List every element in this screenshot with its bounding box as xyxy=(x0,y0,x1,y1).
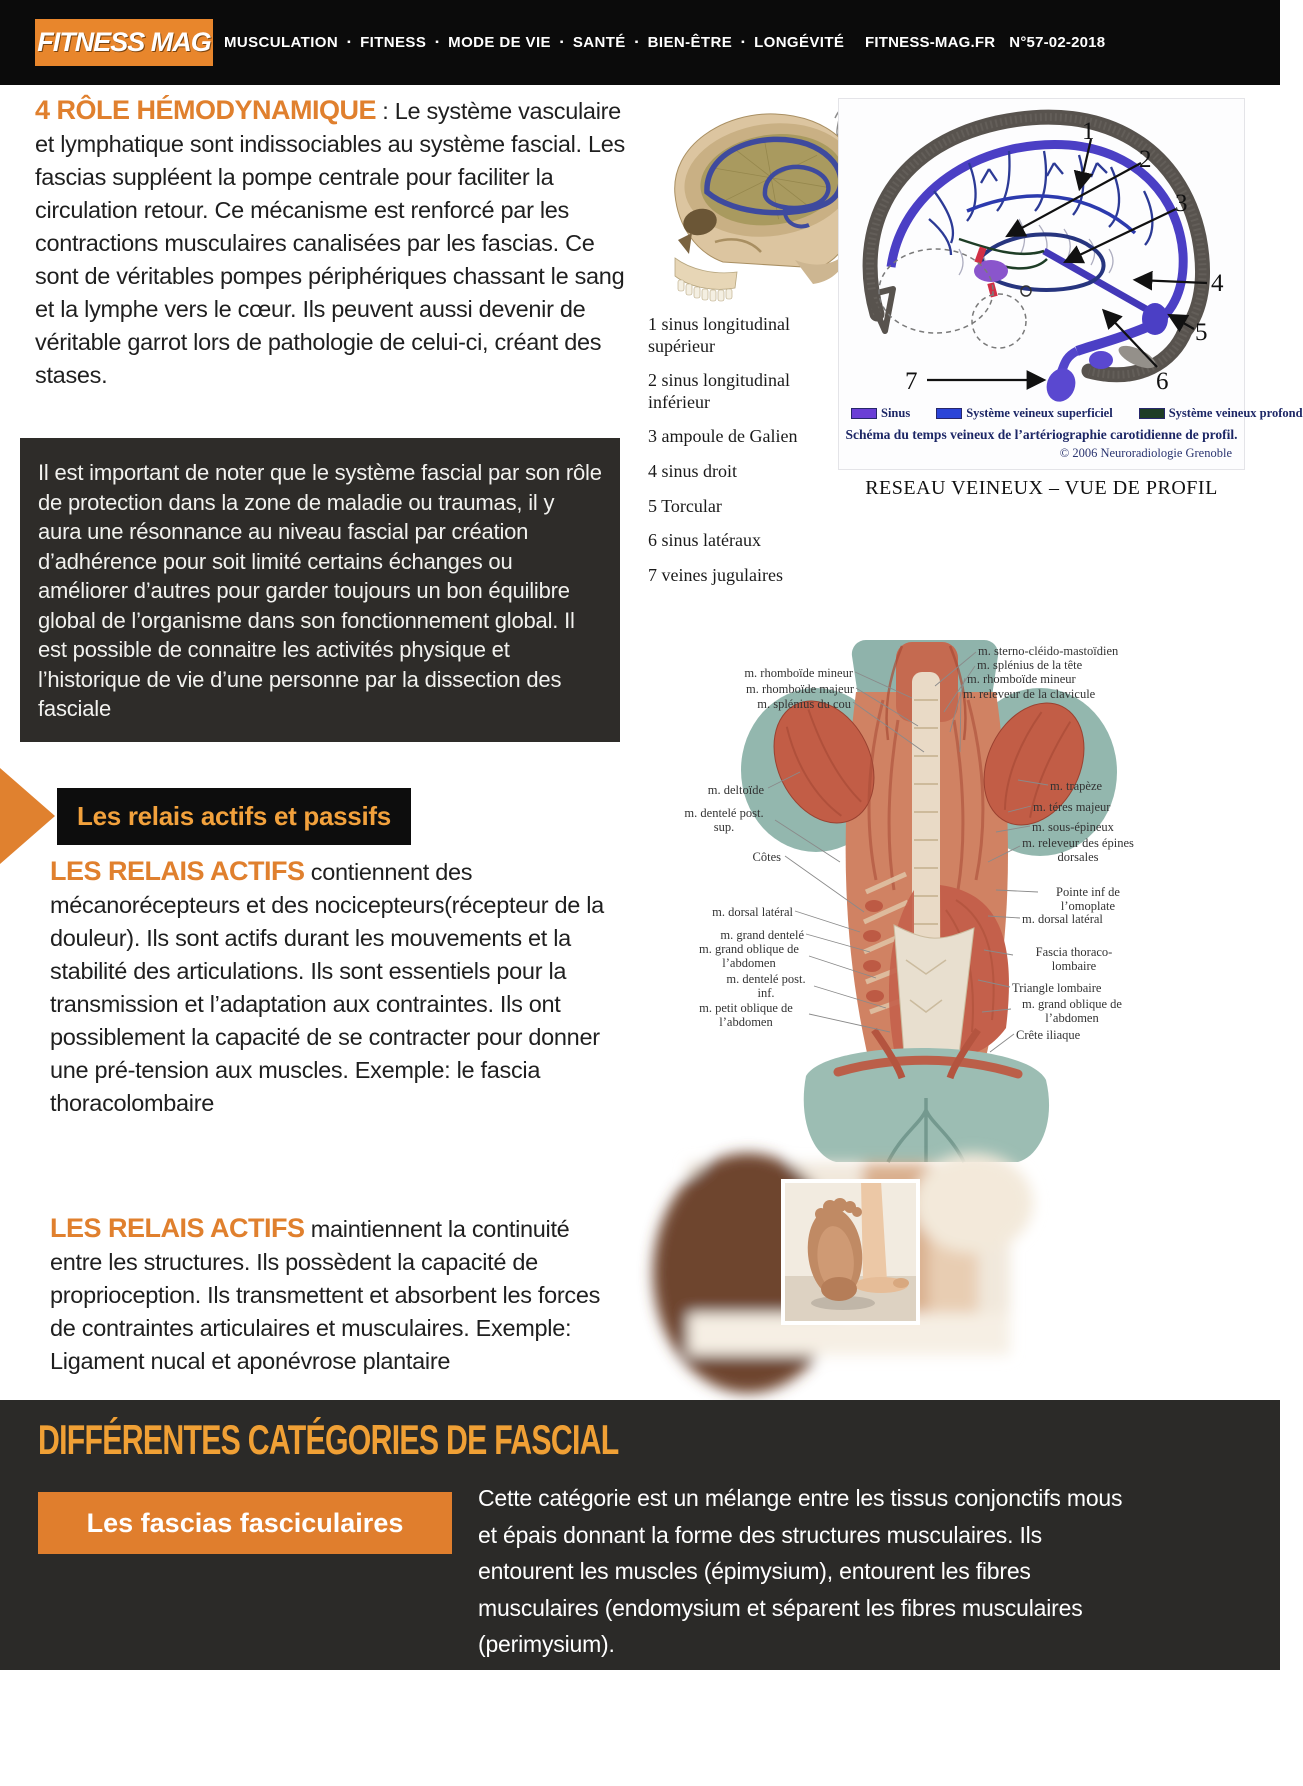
issue-number: N°57-02-2018 xyxy=(1009,34,1106,51)
orange-arrow-icon xyxy=(0,768,55,864)
figure-number-6: 6 xyxy=(1156,368,1169,395)
venogram-caption: Schéma du temps veineux de l’artériographie carotidienne de profil. xyxy=(845,427,1238,442)
header-bar xyxy=(0,0,1280,85)
legend-label-profond: Système veineux profond xyxy=(1168,406,1303,420)
muscle-label: m. deltoïde xyxy=(707,783,764,797)
note-box xyxy=(20,438,620,742)
venous-key-list xyxy=(648,314,836,599)
muscle-label: Pointe inf de l’omoplate xyxy=(1056,885,1120,913)
key-item-4: 4 sinus droit xyxy=(648,460,738,481)
paragraph-relais-1 xyxy=(50,855,622,1120)
banner-text: Les relais actifs et passifs xyxy=(77,801,391,831)
figure-number-4: 4 xyxy=(1211,270,1224,297)
jugular-vein xyxy=(1042,364,1080,406)
figure-number-3: 3 xyxy=(1175,190,1188,217)
paragraph-relais-2-text: maintiennent la continuité entre les structures. Ils possèdent la capacité de proprioception. Ils transmettent et absorbent les forces de contraintes articulaires et musculaires. Exemple: Ligament nucal et aponévrose plantaire xyxy=(50,1216,601,1374)
legend-swatch-sinus xyxy=(851,408,877,419)
nav-separator-icon: ▪ xyxy=(634,37,639,48)
straight-sinus xyxy=(1044,251,1153,313)
nasal-aperture xyxy=(678,233,692,254)
muscle-label: m. petit oblique de l’abdomen xyxy=(699,1001,793,1029)
legend-item-sinus xyxy=(851,406,910,421)
heading-role-hemodynamique: 4 RÔLE HÉMODYNAMIQUE xyxy=(35,95,377,125)
muscle-label: m. splénius de la tête xyxy=(977,658,1083,672)
site-url[interactable]: FITNESS-MAG.FR xyxy=(865,34,996,51)
figure-number-1: 1 xyxy=(1082,118,1095,145)
legend-item-profond xyxy=(1139,406,1303,421)
muscle-label: m. trapèze xyxy=(1050,779,1103,793)
legend-swatch-profond xyxy=(1139,408,1165,419)
paragraph-relais-2 xyxy=(50,1212,622,1378)
logo-text: FITNESS MAG xyxy=(37,27,211,57)
key-item-6: 6 sinus latéraux xyxy=(648,530,761,551)
foot-photo xyxy=(688,1163,1010,1355)
muscle-label: m. splénius du cou xyxy=(757,697,851,711)
paragraph-hemodynamique xyxy=(35,94,629,392)
paragraph-relais-1-text: contiennent des mécanorécepteurs et des nocicepteurs(récepteur de la douleur). Ils sont actifs durant les mouvements et la stabilité des articulations. Ils sont essentiels pour la transmission et l’adaptation aux contraintes. Ils ont possiblement la capacité de se contracter pour donner une pré-tension aux muscles. Exemple: le fascia thoracolombaire xyxy=(50,859,604,1116)
back-muscles-figure xyxy=(684,630,1163,1165)
nav-separator-icon: ▪ xyxy=(741,37,746,48)
legend-item-superficiel xyxy=(936,406,1113,421)
nav-menu xyxy=(224,0,844,85)
legend-label-sinus: Sinus xyxy=(881,406,911,420)
tag-fascias-fasciculaires xyxy=(38,1492,452,1554)
venogram-figure xyxy=(838,98,1303,470)
nav-item-bien-etre[interactable]: BIEN-ÊTRE xyxy=(647,34,733,51)
key-item-3: 3 ampoule de Galien xyxy=(648,426,798,447)
key-item-5: 5 Torcular xyxy=(648,495,722,516)
note-box-text: Il est important de noter que le système fascial par son rôle de protection dans la zone de maladie ou traumas, il y aura une résonnance au niveau fascial par création d’adhérence pour soit limité certains échanges ou améliorer d’autres pour garder toujours un bon équilibre global de l’organisme dans son fonctionnement global. Il est possible de connaitre les activités physique et l’historique de vie d’une personne par la dissection des fasciale xyxy=(38,460,602,721)
header-issue-info xyxy=(865,0,1105,85)
skull-rim xyxy=(870,117,1202,375)
dashed-region xyxy=(972,294,1026,348)
legend-label-superficiel: Système veineux superficiel xyxy=(966,406,1113,420)
muscle-label: Triangle lombaire xyxy=(1012,981,1102,995)
nav-separator-icon: ▪ xyxy=(559,37,564,48)
muscle-label: Fascia thoraco-lombaire xyxy=(1035,945,1113,973)
banner-relais-actifs-passifs xyxy=(57,788,411,845)
muscle-label: m. releveur de la clavicule xyxy=(963,687,1096,701)
venogram-title: RESEAU VEINEUX – VUE DE PROFIL xyxy=(865,477,1218,499)
bottom-section-title: DIFFÉRENTES CATÉGORIES DE FASCIAL xyxy=(38,1416,619,1463)
logo[interactable] xyxy=(35,19,213,66)
muscle-label: m. dorsal latéral xyxy=(1022,912,1103,926)
muscle-label: m. rhomboïde majeur xyxy=(746,682,854,696)
nav-item-musculation[interactable]: MUSCULATION xyxy=(224,34,339,51)
figure-number-2: 2 xyxy=(1139,146,1152,173)
muscle-label: m. rhomboïde mineur xyxy=(744,666,853,680)
muscle-label: m. grand oblique de l’abdomen xyxy=(699,942,799,970)
key-item-7: 7 veines jugulaires xyxy=(648,564,783,585)
figure-number-7: 7 xyxy=(905,368,918,395)
muscle-label: m. grand dentelé xyxy=(720,928,804,942)
muscle-label: m. téres majeur xyxy=(1033,800,1111,814)
muscle-label: Crête iliaque xyxy=(1016,1028,1081,1042)
venogram-legend xyxy=(839,402,1303,423)
heading-relais-actifs-2: LES RELAIS ACTIFS xyxy=(50,1213,305,1243)
foot-photo-image xyxy=(688,1163,1010,1355)
tag-label: Les fascias fasciculaires xyxy=(86,1507,404,1538)
bottom-paragraph: Cette catégorie est un mélange entre les tissus conjonctifs mous et épais donnant la forme des structures musculaires. Ils entourent les muscles (épimysium), entourent les fibres musculaires (endomysium et séparent les fibres musculaires (perimysium). xyxy=(478,1485,1123,1657)
paragraph-hemodynamique-text: : Le système vasculaire et lymphatique sont indissociables au système fascial. Les fascias suppléent la pompe centrale pour faciliter la circulation retour. Ce mécanisme est renforcé par les contractions musculaires canalisées par les fascias. Ce sont de véritables pompes périphériques chassant le sang et la lymphe vers le cœur. Ils peuvent aussi devenir de véritable garrot lors de pathologie de celui-ci, créant des stases. xyxy=(35,98,625,388)
nav-separator-icon: ▪ xyxy=(347,37,352,48)
muscle-label: m. dorsal latéral xyxy=(712,905,793,919)
legend-swatch-superficiel xyxy=(936,408,962,419)
venogram-credit: © 2006 Neuroradiologie Grenoble xyxy=(1059,446,1232,460)
nav-separator-icon: ▪ xyxy=(435,37,440,48)
muscle-label: m. rhomboïde mineur xyxy=(967,672,1076,686)
key-item-2: 2 sinus longitudinal inférieur xyxy=(648,370,791,412)
venogram-diagram xyxy=(839,99,1244,397)
muscle-label: m. grand oblique de l’abdomen xyxy=(1022,997,1122,1025)
muscle-label: m. dentelé post. sup. xyxy=(684,806,764,834)
nav-item-mode-de-vie[interactable]: MODE DE VIE xyxy=(448,34,551,51)
heading-relais-actifs-1: LES RELAIS ACTIFS xyxy=(50,856,305,886)
muscle-label: m. sterno-cléido-mastoïdien xyxy=(978,644,1119,658)
muscle-label: m. dentelé post. inf. xyxy=(726,972,806,1000)
foot-inset-photo xyxy=(783,1181,918,1323)
figure-number-5: 5 xyxy=(1195,319,1208,346)
key-item-1: 1 sinus longitudinal supérieur xyxy=(648,314,791,356)
nav-item-fitness[interactable]: FITNESS xyxy=(360,34,427,51)
bottom-section xyxy=(0,1400,1280,1670)
muscle-label: m. releveur des épines dorsales xyxy=(1022,836,1134,864)
nav-item-sante[interactable]: SANTÉ xyxy=(572,34,626,51)
transverse-sinus xyxy=(1077,327,1147,351)
muscle-label: Côtes xyxy=(752,850,781,864)
occipital-sinus xyxy=(1089,351,1113,369)
nav-item-longevite[interactable]: LONGÉVITÉ xyxy=(754,34,845,51)
muscle-label: m. sous-épineux xyxy=(1032,820,1114,834)
